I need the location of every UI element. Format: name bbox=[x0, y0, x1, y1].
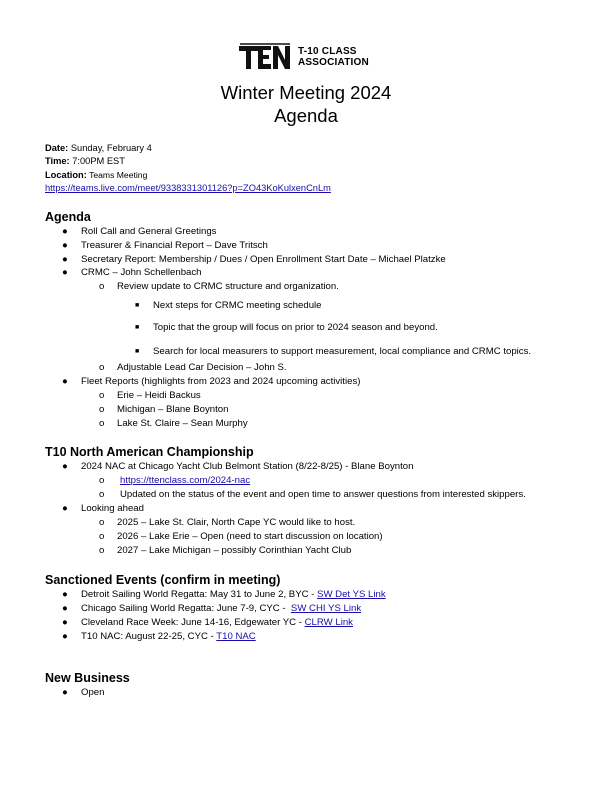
new-business-heading: New Business bbox=[45, 671, 130, 685]
circle-bullet-icon: o bbox=[99, 517, 105, 528]
nac-item: Looking ahead bbox=[81, 503, 144, 514]
logo-wordmark bbox=[298, 46, 369, 68]
crmc-subitem: Adjustable Lead Car Decision – John S. bbox=[117, 362, 287, 373]
event-text: Detroit Sailing World Regatta: May 31 to June 2, BYC - bbox=[81, 589, 318, 600]
meta-location bbox=[45, 169, 147, 182]
disc-bullet-icon: ● bbox=[62, 687, 68, 698]
nac-future-item: 2026 – Lake Erie – Open (need to start discussion on location) bbox=[117, 531, 383, 542]
square-bullet-icon: ■ bbox=[135, 324, 140, 331]
nac-subitem: Updated on the status of the event and open time to answer questions from interested skippers. bbox=[120, 489, 526, 500]
crmc-topic: Next steps for CRMC meeting schedule bbox=[153, 300, 322, 311]
event-text: Chicago Sailing World Regatta: June 7-9, CYC - bbox=[81, 603, 291, 614]
disc-bullet-icon: ● bbox=[62, 376, 68, 387]
circle-bullet-icon: o bbox=[99, 281, 105, 292]
nac-2024-link[interactable]: https://ttenclass.com/2024-nac bbox=[120, 475, 251, 486]
meeting-link[interactable]: https://teams.live.com/meet/9338331301126?p=ZO43KoKulxenCnLm bbox=[45, 183, 331, 193]
disc-bullet-icon: ● bbox=[62, 589, 68, 600]
nac-heading: T10 North American Championship bbox=[45, 445, 254, 459]
disc-bullet-icon: ● bbox=[62, 267, 68, 278]
agenda-item: CRMC – John Schellenbach bbox=[81, 267, 202, 278]
agenda-item: Roll Call and General Greetings bbox=[81, 226, 217, 237]
crmc-subitem: Review update to CRMC structure and organization. bbox=[117, 281, 339, 292]
circle-bullet-icon: o bbox=[99, 475, 105, 486]
location-value: Teams Meeting bbox=[86, 170, 148, 180]
sanctioned-event bbox=[81, 603, 361, 615]
event-text: Cleveland Race Week: June 14-16, Edgewater YC - bbox=[81, 617, 305, 628]
event-text: T10 NAC: August 22-25, CYC - bbox=[81, 631, 217, 642]
agenda-item: Fleet Reports (highlights from 2023 and 2024 upcoming activities) bbox=[81, 376, 361, 387]
agenda-item: Treasurer & Financial Report – Dave Tritsch bbox=[81, 240, 268, 251]
event-link[interactable]: SW CHI YS Link bbox=[290, 603, 362, 614]
meta-date bbox=[45, 142, 152, 155]
sanctioned-event bbox=[81, 589, 386, 601]
crmc-topic: Search for local measurers to support measurement, local compliance and CRMC topics. bbox=[153, 346, 532, 357]
circle-bullet-icon: o bbox=[99, 404, 105, 415]
disc-bullet-icon: ● bbox=[62, 461, 68, 472]
fleet-item: Michigan – Blane Boynton bbox=[117, 404, 229, 415]
t10-logo-mark-icon bbox=[238, 43, 292, 71]
logo bbox=[238, 42, 388, 72]
crmc-topic: Topic that the group will focus on prior to 2024 season and beyond. bbox=[153, 322, 438, 333]
fleet-item: Lake St. Claire – Sean Murphy bbox=[117, 418, 248, 429]
logo-line-1: T-10 CLASS bbox=[298, 46, 357, 57]
page-title: Winter Meeting 2024 bbox=[220, 82, 392, 103]
date-value: Sunday, February 4 bbox=[68, 143, 152, 153]
square-bullet-icon: ■ bbox=[135, 302, 140, 309]
page-subtitle: Agenda bbox=[274, 105, 338, 126]
square-bullet-icon: ■ bbox=[135, 348, 140, 355]
nac-item: 2024 NAC at Chicago Yacht Club Belmont Station (8/22-8/25) - Blane Boynton bbox=[81, 461, 414, 472]
date-label: Date: bbox=[45, 143, 69, 153]
disc-bullet-icon: ● bbox=[62, 631, 68, 642]
sanctioned-event bbox=[81, 617, 353, 629]
disc-bullet-icon: ● bbox=[62, 503, 68, 514]
sanctioned-event bbox=[81, 631, 256, 643]
circle-bullet-icon: o bbox=[99, 362, 105, 373]
event-link[interactable]: SW Det YS Link bbox=[317, 589, 386, 600]
disc-bullet-icon: ● bbox=[62, 226, 68, 237]
meta-time bbox=[45, 155, 125, 168]
disc-bullet-icon: ● bbox=[62, 617, 68, 628]
circle-bullet-icon: o bbox=[99, 390, 105, 401]
circle-bullet-icon: o bbox=[99, 545, 105, 556]
circle-bullet-icon: o bbox=[99, 418, 105, 429]
agenda-heading: Agenda bbox=[45, 210, 91, 224]
nac-link-line bbox=[120, 475, 250, 487]
fleet-item: Erie – Heidi Backus bbox=[117, 390, 201, 401]
circle-bullet-icon: o bbox=[99, 489, 105, 500]
disc-bullet-icon: ● bbox=[62, 254, 68, 265]
event-link[interactable]: CLRW Link bbox=[304, 617, 353, 628]
agenda-item: Secretary Report: Membership / Dues / Open Enrollment Start Date – Michael Platzke bbox=[81, 254, 446, 265]
new-business-item: Open bbox=[81, 687, 105, 698]
event-link[interactable]: T10 NAC bbox=[216, 631, 256, 642]
logo-line-2: ASSOCIATION bbox=[298, 57, 369, 68]
disc-bullet-icon: ● bbox=[62, 240, 68, 251]
time-label: Time: bbox=[45, 156, 70, 166]
nac-future-item: 2027 – Lake Michigan – possibly Corinthian Yacht Club bbox=[117, 545, 352, 556]
circle-bullet-icon: o bbox=[99, 531, 105, 542]
time-value: 7:00PM EST bbox=[69, 156, 125, 166]
sanctioned-heading: Sanctioned Events (confirm in meeting) bbox=[45, 573, 281, 587]
nac-future-item: 2025 – Lake St. Clair, North Cape YC would like to host. bbox=[117, 517, 356, 528]
disc-bullet-icon: ● bbox=[62, 603, 68, 614]
location-label: Location: bbox=[45, 170, 87, 180]
meeting-link-line bbox=[45, 182, 331, 195]
